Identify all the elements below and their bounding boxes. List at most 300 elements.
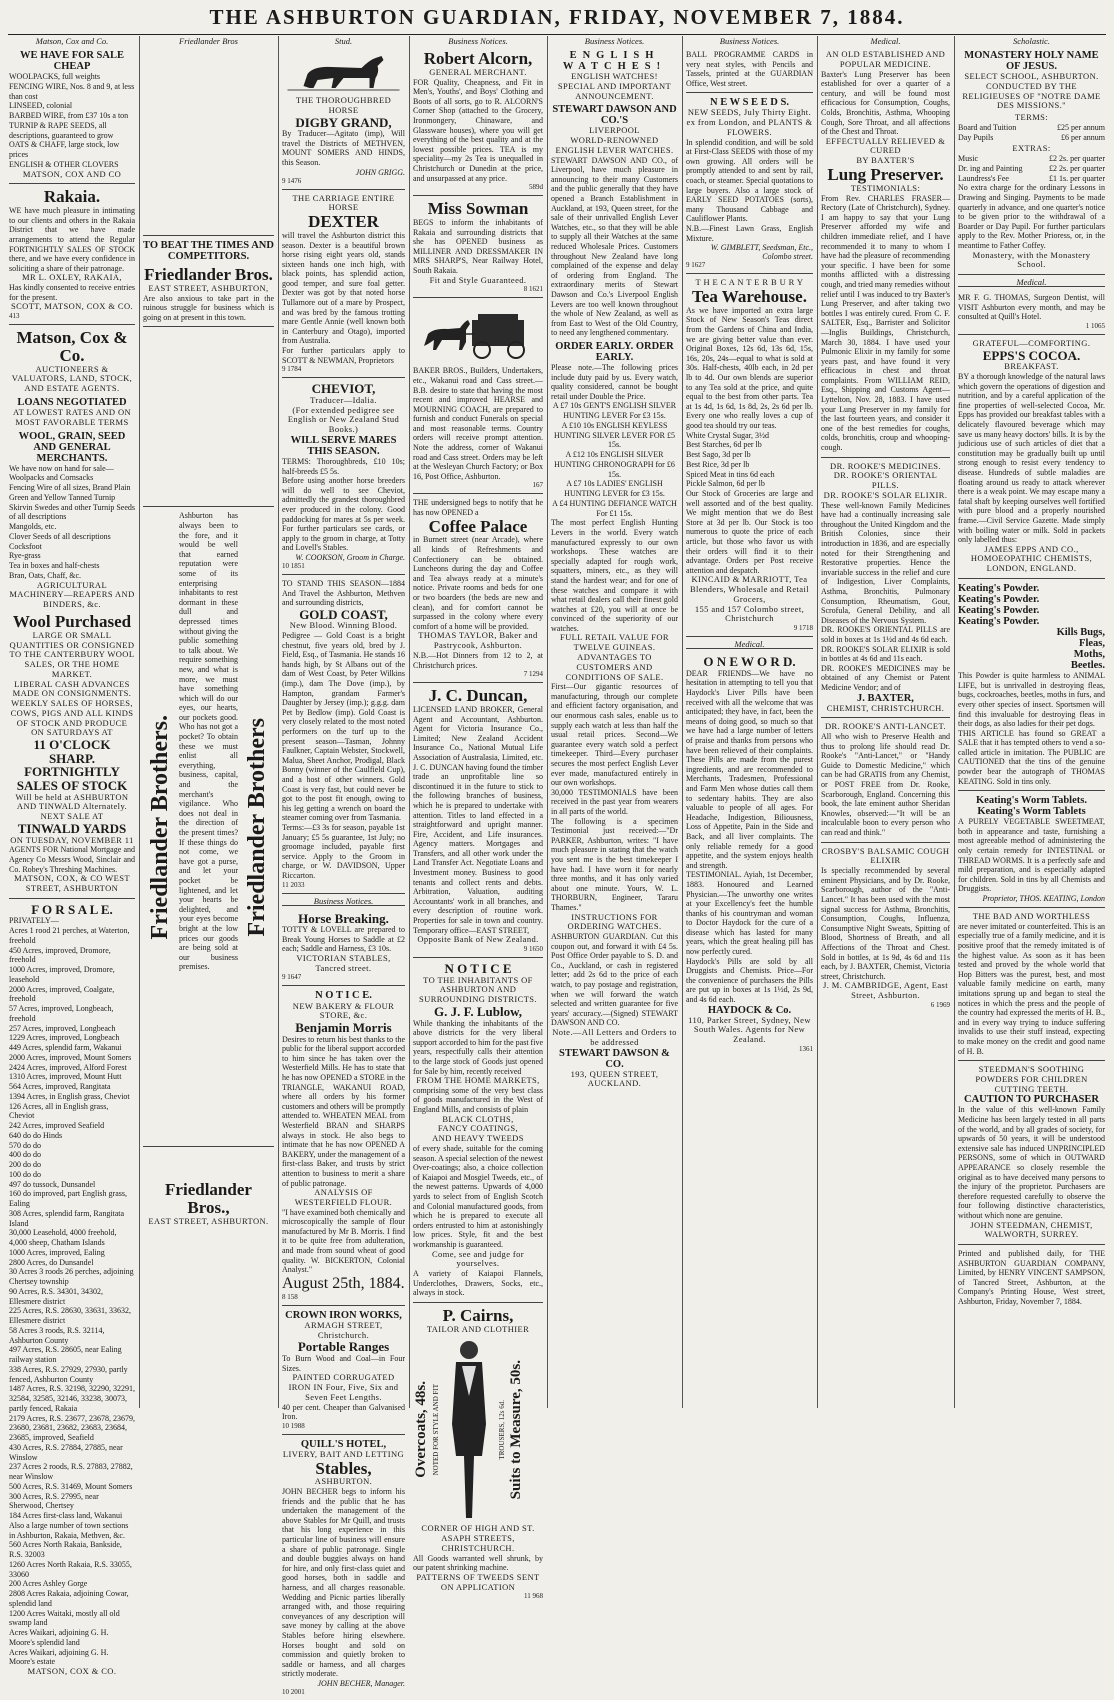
list-item: 2000 Acres, improved, Mount Somers [9, 1052, 132, 1062]
ad-heading: Beetles. [1070, 660, 1105, 672]
vertical-title: Overcoats, 48s. [413, 1381, 429, 1478]
ad-heading: Kills Bugs, [1056, 627, 1105, 639]
ad-heading: WILL SERVE MARES THIS SEASON. [290, 434, 397, 457]
ad-heading: Keating's Powder. [958, 616, 1040, 628]
ad-heading: TO BEAT THE TIMES AND COMPETITORS. [143, 240, 274, 263]
ad-signature: W. COOKSON, Groom in Charge. [295, 552, 405, 562]
list-item: 449 Acres, splendid farm, Wakanui [9, 1043, 122, 1053]
ad-body: STEWART DAWSON AND CO., of Liverpool, have much pleasure in announcing to their many Customers and the public generally that they have opened a Branch Establishment in Auckland, at 193, Queen street, for the sale of their unrivalled English Lever Watches, etc., so that they will be able to supply all their Watches at the same reduced Wholesale Prices. Customers throughout New Zealand have long complained of the expense and delay of ordering from England. The extraordinary merits of Stewart Dawson and Co.'s Liverpool English Levers are too well known throughout the whole of New Zealand, as well as from East to West of the Old Country, to need any lengthened commentary. [551, 155, 678, 338]
ad-subheading: THE THOROUGHBRED HORSE [295, 95, 392, 115]
ad-subheading: SPECIAL AND IMPORTANT ANNOUNCEMENT. [557, 80, 672, 101]
ad-subheading: CONDUCTED BY THE RELIGIEUSES OF "NOTRE DAME DES MISSIONS." [962, 80, 1101, 111]
for-sale-ad [9, 899, 135, 1681]
ad-body: comprising some of the very best class of goods manufactured in the West of England Mills, and consists of plain [413, 1085, 543, 1115]
ad-heading: Lung Preserver. [827, 164, 944, 184]
ad-heading: Portable Ranges [297, 1339, 390, 1355]
ad-heading: Fleas, [1079, 638, 1105, 650]
ad-body: A variety of Kaiapoi Flannels, Underclothes, Drawers, Socks, etc., always in stock. [413, 1269, 543, 1298]
ad-body: ASHBURTON GUARDIAN. Cut this coupon out, and forward it with £4 5s. Post Office Order payable to S. D. and Co., Auckland, or cash in registered letter; add 2s 6d to the price of each watch, to pay postage and registration, when we will forward the watch selected and written guarantee for five years' accuracy.—(Signed) STEWART DAWSON AND CO. [551, 932, 678, 1028]
ad-body: LICENSED LAND BROKER, General Agent and Accountant, Ashburton. Agent for Victoria Insurance Co., Limited; New Zealand Accident Insurance Co., National Mutual Life Association of Australasia, Limited, etc. J. C. DUNCAN having found the timber trade an unprofitable line so discontinued it in the future to stick to the following branches of business, which he is prepared to undertake with attention. Titles to land effected in a straightforward and upright manner. Fire, Accident, and Life insurances. Agency matters. Mortgages and Transfers, and all other work under the Land Transfer Act. Negotiate Loans and Investment money. Business to good tenants and collect rents and debts. Arbitration, Valuation, auditing Accountants' work in all branches, and every description of routine work. Properties for sale in town and country. Temporary office—EAST STREET, [413, 704, 543, 935]
crown-iron-ad [282, 1306, 405, 1435]
cairns-ad [413, 1303, 543, 1605]
terms-value: £6 per annum [1061, 132, 1105, 142]
ad-body: In the value of this well-known Family Medicine has been largely tested in all parts of the world, and by all grades of society, for upwards of 50 years, it will be understood extensive sale has induced UNPRINCIPLED PERSONS, some of which in OUTWARD APPEARANCE so closely resemble the original as to have deceived many persons to the injury of the proprietor. Purchasers are therefore requested carefully to observe the four following distinctive characteristics, without which none are genuine. [958, 1105, 1105, 1220]
ad-heading: MONASTERY HOLY NAME OF JESUS. [964, 50, 1099, 73]
ad-body: TO STAND THIS SEASON—1884 And Travel the Ashburton, Methven and surrounding districts, [282, 578, 405, 608]
ad-signature: JOHN BECHER, Manager. [317, 1678, 405, 1688]
ad-signature: THOMAS TAYLOR, Baker and Pastrycook, Ashburton. [418, 630, 538, 651]
vertical-banner [240, 511, 274, 1142]
ad-body: BY a thorough knowledge of the natural laws which govern the operations of digestion and nutrition, and by a careful application of the fine properties of well-selected Cocoa, Mr. Epps has provided our breakfast tables with a delicately flavoured beverage which may save us many heavy doctors' bills. It is by the judicious use of such articles of diet that a constitution may be gradually built up until strong enough to resist every tendency to disease. Hundreds of subtle maladies are floating around us ready to attack wherever there is a weak point. We may escape many a fatal shaft by keeping ourselves well fortified with pure blood and a properly nourished frame.—Civil Service Gazette. Made simply with boiling water or milk. Sold in packets only labelled thus: [958, 372, 1105, 545]
ad-subheading: BLACK CLOTHS, [442, 1113, 514, 1124]
friedlander-empty [143, 46, 274, 236]
list-item: 225 Acres, R.S. 28630, 33631, 33632, Ellesmere district [9, 1306, 131, 1326]
ad-subheading: NEW BAKERY & FLOUR STORE, &c. [292, 1000, 395, 1021]
ad-subheading: WEEKLY SALES OF HORSES, COWS, PIGS AND ALL KINDS OF STOCK AND PRODUCE ON SATURDAYS AT [10, 698, 134, 738]
ad-body: In splendid condition, and will be sold at First-Class SEEDS with those of my own growing. All orders will be promptly attended to and sent by rail, coach, or steamer. Special quotations to large buyers. Also a large stock of EARLY SEED POTATOES (sorts), many Thousand Cabbage and Cauliflower Plants. [686, 137, 813, 224]
ad-heading: ORDER EARLY. ORDER EARLY. [555, 340, 674, 363]
ad-reference: 1361 [799, 1044, 813, 1053]
agent-name: MR L. OXLEY, RAKAIA, [22, 272, 122, 283]
list-item: 1260 Acres North Rakaia, R.S. 33055, 33060 [9, 1559, 132, 1579]
list-item: 2800 Acres, do Dunsandel [9, 1257, 94, 1267]
list-item: Clover Seeds of all descriptions [9, 531, 111, 541]
ad-body: Our Stock of Groceries are large and well assorted and of the best quality. We might mention that we do Best Store at 3d per lb. Our Stock is too numerous to quote the price of each article, but those who favor us with their orders will find it to their advantage. Orders per Post receive attention and despatch. [686, 489, 813, 575]
terms-value: £25 per annum [1057, 122, 1105, 132]
ad-signature: MATSON, COX & CO. [27, 1666, 117, 1677]
ad-body: TERMS: Thoroughbreds, £10 10s; half-breeds £5 5s. [282, 456, 405, 476]
ad-body: For further particulars apply to SCOTT & NEWMAN, Proprietors [282, 346, 405, 365]
ad-subheading: NEW SEEDS, July Thirty Eight. ex from London, and PLANTS & FLOWERS. [686, 107, 813, 137]
list-item: 1229 Acres, improved, Longbeach [9, 1033, 120, 1043]
masthead [0, 4, 1114, 34]
ad-body: DR. ROOKE'S SOLAR ELIXIR is sold in bottles at 4s 6d and 11s each. [821, 644, 950, 664]
ad-subheading: Fit and Style Guaranteed. [429, 274, 527, 285]
list-item: Spiced Meat in tins 6d each [686, 469, 775, 479]
list-item: 450 Acres, improved, Dromore, freehold [9, 945, 111, 965]
ad-subheading: 110, Parker Street, Sydney, New South Wales. Agents for New Zealand. [688, 1014, 811, 1045]
imprint [958, 1245, 1105, 1311]
column-head: Medical. [870, 36, 901, 46]
list-item: 237 Acres 2 roods, R.S. 27883, 27882, near Winslow [9, 1462, 133, 1482]
baker-bros-ad [413, 298, 543, 494]
ad-heading: DIGBY GRAND, [295, 114, 392, 130]
ad-heading: N E W S E E D S. [710, 97, 789, 109]
ad-subheading: (For extended pedigree see English or New Zealand Stud Books.) [287, 404, 400, 435]
ad-signature: MATSON, COX AND CO [22, 168, 122, 179]
friedlander-spacer [143, 327, 274, 507]
vertical-title: Friedlander Brothers [243, 717, 270, 937]
list-item: 57 Acres, improved, Longbeach, freehold [9, 1004, 114, 1023]
list-item: Tea in boxes and half-chests [9, 561, 100, 571]
list-item: 497 Acres, R.S. 28605, near Ealing railway station [9, 1345, 122, 1365]
watch-list [551, 401, 678, 518]
terms-list [958, 123, 1105, 143]
hop-bitters-ad [958, 908, 1105, 1061]
ad-reference: 10 1851 [282, 561, 305, 570]
terms-row [958, 133, 1105, 143]
ad-body: Haydock's Pills are sold by all Druggists and Chemists. Price—For the convenience of purchasers the Pills are put up in boxes at 1s 1½d, 2s 9d, and 4s 6d each. [686, 956, 813, 1005]
grocery-list [686, 431, 813, 490]
vertical-banner [143, 511, 177, 1142]
worm-tablets-ad [958, 791, 1105, 908]
list-item: 100 do do [9, 1169, 41, 1179]
ad-heading: 11 O'CLOCK SHARP. [33, 737, 111, 766]
list-item: 2179 Acres, R.S. 23677, 23678, 23679, 23680, 23681, 23682, 23683, 23684, 23685, improved, Seafield [9, 1413, 135, 1443]
ad-heading: EPPS'S COCOA. [982, 347, 1081, 363]
ad-body: Are also anxious to take part in the ruinous struggle for business which is going on at present in this town. [143, 293, 274, 322]
ad-body: As we have imported an extra large Stock of New Season's Teas direct from the Gardens of China and India, we are giving better value than ever. Original Boxes, 12s 6d, 13s 6d, 15s, 16s, 20s, 24s—equal to what is sold at 30s. Half-chests, 40lb each, in 2d per lb to 4d. Our own blends are superior to any Tea sold at the price, and quite equal to the best from other parts. Tea at 1s 4d, 1s 6d, 1s 8d, 2s, 2s 6d per lb. Every one who really loves a cup of good tea should try our teas. [686, 305, 813, 430]
ad-subheading: BY BAXTER'S [856, 155, 915, 166]
column-4 [409, 36, 546, 1601]
ad-body: will travel the Ashburton district this season. Dexter is a beautiful brown horse rising eight years old, stands sixteen hands one inch high, with black points, has splendid action, good temper, and sure foal getter. Dexter was got by that noted horse Tullamore out of a mare by Prospect, and was bred by the famous trotting mare Gentle Annie (well known both in Canterbury and Otago), imported from Australia. [282, 230, 405, 346]
ad-subheading: LARGE OR SMALL QUANTITIES OR CONSIGNED TO THE CANTERBURY WOOL SALES, OR THE HOME MARKET. [9, 629, 135, 679]
list-item: 400 do do [9, 1150, 41, 1160]
list-item: PRIVATELY— [9, 916, 59, 926]
ad-signature: JOHN STEEDMAN, CHEMIST, WALWORTH, SURREY. [970, 1219, 1093, 1240]
list-item: TURNIP & RAPE SEEDS, all descriptions, guaranteed to grow [9, 120, 114, 140]
list-item: 338 Acres, R.S. 27929, 27930, partly fenced, Ashburton County [9, 1364, 128, 1384]
ad-body: THIS ARTICLE has found so GREAT a SALE that it has tempted others to vend a so-called article in imitation. The PUBLIC are CAUTIONED that the tins of the genuine powder bear the autograph of THOMAS KEATING. Sold in tins only. [958, 728, 1105, 786]
ad-body: Terms:—£3 3s for season, payable 1st January; £5 5s guarantee, 1st July; no groomage included, payable first service. Apply to the Groom in charge, or W. DAVIDSON, Upper Riccarton. [282, 822, 405, 880]
list-item: 2424 Acres, improved, Alford Forest [9, 1062, 127, 1072]
ad-heading: N O T I C E [444, 960, 512, 976]
ad-subheading: FULL RETAIL VALUE FOR TWELVE GUINEAS. [559, 632, 669, 653]
ad-heading: Keating's Powder. [958, 605, 1040, 617]
matson-ad [9, 325, 135, 899]
column-head: Business Notices. [448, 36, 508, 46]
list-item: Acres Waikari, adjoining G. H. Moore's splendid land [9, 1628, 109, 1647]
list-item: Bran, Oats, Chaff, &c. [9, 570, 82, 580]
list-item: WOOLPACKS, full weights [9, 72, 101, 82]
ad-body: BAKER BROS., Builders, Undertakers, etc., Wakanui road and Cass street.—B.B. desire to state that having the most recent and improved HEARSE and MOURNING COACH, are prepared to furnish and conduct Funerals on special and most reasonable terms. Country orders will receive prompt attention. Note the address, corner of Wakanui road and Cass street. Orders may be left at the Wesleyan Church Factory; or Box 16, Post Office, Ashburton. [413, 366, 543, 481]
section-head: Business Notices. [282, 896, 405, 906]
ad-signature: W. GIMBLETT, Seedsman, Etc., Colombo street. [710, 243, 813, 262]
ad-body: DEAR FRIENDS—We have no hesitation in attempting to tell you that Haydock's Liver Pills have been received with all the welcome that was anticipated; they have, in fact, been the means of doing good, so much so that we have had a large number of letters of praise and thanks from persons who have been relieved of their complaints. These Pills are made from the purest ingredients, and are recommended to Merchants, Tradesmen, Professional and Farm Men whose duties call them to sedentary habits. They are also valuable to people of all ages. For Headache, Indigestion, Biliousness, Loss of Appetite, Pain in the Side and Back, and all liver complaints. The only reliable remedy for a good appetite, and the system enjoys health and strength. [686, 668, 813, 870]
coffee-palace-ad [413, 494, 543, 683]
terms-label: Board and Tuition [958, 122, 1017, 132]
ad-subheading: STEEDMAN'S SOOTHING POWDERS FOR CHILDREN CUTTING TEETH. [975, 1064, 1088, 1094]
extras-value: £2 2s. per quarter [1049, 163, 1105, 173]
ad-signature: Proprietor, THOS. KEATING, London [982, 894, 1105, 904]
ad-heading: Friedlander Bros., [165, 1180, 252, 1218]
list-item: Best Sago, 3d per lb [686, 450, 751, 460]
ad-heading: Keating's Powder. [958, 594, 1040, 606]
steedman-ad [958, 1061, 1105, 1245]
ad-body: THE undersigned begs to notify that he has now OPENED a [413, 498, 543, 518]
ad-body: All who wish to Preserve Health and thus to prolong life should read Dr. Rooke's "Anti-Lancet," or "Handy Guide to Domestic Medicine," which can be had GRATIS from any Chemist, or POST FREE from Dr. Rooke, Scarborough, England. Concerning this book, the late eminent author Sheridan Knowles, observed:—"It will be an incalculable boon to every person who can read and think." [821, 732, 950, 838]
ad-heading: P. Cairns, [442, 1305, 514, 1325]
list-item: Woolpacks and Cornsacks [9, 473, 94, 483]
ad-heading: Horse Breaking. [298, 910, 389, 926]
vertical-subtitle: TROUSERS, 12s 6d. [498, 1399, 506, 1460]
ad-subheading: TERMS: [1014, 112, 1049, 123]
column-head: Business Notices. [719, 36, 780, 46]
list-item: OATS & CHAFF, large stock, low prices [9, 140, 120, 160]
ad-subheading: Note.—All Letters and Orders to be addressed [552, 1027, 677, 1047]
ad-reference: 9 1784 [282, 365, 302, 374]
extras-label: Dr. ing and Painting [958, 163, 1023, 173]
ad-subheading: PAINTED CORRUGATED IRON IN Four, Five, Six and Seven Feet Lengths. [288, 1372, 399, 1402]
list-item: 1200 Acres Waitaki, mostly all old swamp land [9, 1608, 120, 1628]
ad-subheading: Will be held at ASHBURTON AND TINWALD Alternately. [15, 791, 129, 812]
ad-body: of every shade, suitable for the coming season. A special selection of the newest Over-coatings; also, a choice collection of Kaiapoi and Mosgiel Tweeds, etc., of the newest patterns. Upwards of 4,000 yards to select from of English Scotch and Colonial manufactured goods, from which he is prepared to execute all orders entrusted to him at astonishingly low prices. Style, fit and the best workmanship is guaranteed. [413, 1143, 543, 1249]
column-6 [682, 36, 816, 1408]
list-item: 90 Acres, R.S. 34301, 34302, Ellesmere district [9, 1286, 103, 1306]
ad-reference: 10 1988 [282, 1421, 305, 1430]
ad-heading: Stables, [315, 1458, 372, 1478]
ad-reference: 7 1294 [523, 670, 543, 679]
ad-subheading: CHEMIST, CHRISTCHURCH. [826, 702, 945, 713]
anti-lancet-ad [821, 718, 950, 842]
ad-reference: 413 [9, 312, 20, 321]
ad-body: Pedigree — Gold Coast is a bright chestnut, five years old, bred by J. Field, Esq., of Tasmania. He stands 16 hands high, by St Albans out of the dam of West Coast, by Peter Wilkins (imp.), dam The Dove (imp.), by Hampton, grandam Farmer's Daughter by Jersey (imp.); g.g.g. dam Pet by Bedlow (imp). Gold Coast is very closely related to the most noted performers on the turf up to the present season—Tasman, Johnny Faulkner, Captain Webster, Stockwell, Malua, Sheet Anchor, Prodigal, Black Bonny (winner of the Caulfield Cup), and a host of other winners. Gold Coast is very fast, but could never be got to the post fit enough, owing to his leg getting a wrench on board the steamer coming over from Tasmania. [282, 631, 405, 823]
list-item: Also a large number of town sections in Ashburton, Rakaia, Methven, &c. [9, 1520, 129, 1540]
ad-subheading: T H E C A N T E R B U R Y [695, 277, 804, 288]
list-item: Best Starches, 6d per lb [686, 440, 762, 450]
list-item: 564 Acres, improved, Rangitata [9, 1082, 111, 1092]
sowman-ad [413, 196, 543, 298]
list-item: White Crystal Sugar, 3½d [686, 430, 769, 440]
list-item: 1487 Acres, R.S. 32198, 32290, 32291, 32584, 32585, 32146, 33238, 30073, partly fenced, Rakaia [9, 1384, 135, 1413]
tea-warehouse-ad [686, 274, 813, 637]
ad-subheading: LIBERAL CASH ADVANCES MADE ON CONSIGNMENTS. [12, 678, 132, 699]
list-item: 300 Acres, R.S. 27995, near Sherwood, Chertsey [9, 1491, 99, 1511]
ad-subheading: DR. ROOKE'S SOLAR ELIXIR. [823, 489, 948, 500]
ad-body: Baxter's Lung Preserver has been established for over a quarter of a century, and will be found most efficacious for Consumption, Coughs, Colds, Bronchitis, Asthma, Whooping Cough, Sore Throat, and all affections of the Chest and Throat. [821, 69, 950, 137]
masthead-rule [8, 34, 1106, 35]
ad-heading: Rakaia. [43, 187, 101, 207]
ad-subheading: Traducer—Idalia. [310, 394, 377, 405]
ad-subheading: TO THE INHABITANTS OF ASHBURTON AND SURROUNDING DISTRICTS. [419, 974, 537, 1005]
ad-body: By Traducer—Agitato (imp), Will travel the Districts of METHVEN, MOUNT SOMERS AND HINDS, this Season. [282, 129, 405, 167]
ad-subheading: THE CARRIAGE ENTIRE HORSE [292, 192, 395, 213]
ad-reference: 10 2001 [282, 1687, 305, 1696]
ad-body: The following is a specimen Testimonial just received:—"Dr PARKER, Ashburton, writes: "I have much pleasure in stating that the watch you sent me is the best timekeeper I have had. I have worn it for nearly three months, and it has only varied about one minute. Yours, W. L. THORBURN, Engineer, Tararu Thames." [551, 816, 678, 912]
ad-subheading: BREAKFAST. [1004, 361, 1059, 372]
ad-body: A PURELY VEGETABLE SWEETMEAT, both in appearance and taste, furnishing a most agreeable method of administering the only certain remedy for INTESTINAL or THREAD WORMS. It is a perfectly safe and mild preparation, and is especially adapted for children. Sold in tins by all Chemists and Druggists. [958, 817, 1105, 894]
ad-heading: Friedlander Bros. [144, 265, 273, 285]
ad-heading: Wool Purchased [12, 611, 132, 631]
ad-heading: J. C. Duncan, [428, 686, 528, 706]
ad-body: TOTTY & LOVELL are prepared to Break Young Horses to Saddle at £2 each; Saddle and Harness, £3 10s. [282, 925, 405, 954]
list-item: 500 Acres, R.S. 31469, Mount Somers [9, 1481, 133, 1491]
ad-signature: MATSON, COX, & CO WEST STREET, ASHBURTON [14, 873, 130, 893]
ad-heading: G. J. F. Lublow, [433, 1003, 523, 1019]
list-item: Acres 1 rood 21 perches, at Waterton, freehold [9, 926, 130, 945]
ad-subheading: CORNER OF HIGH AND ST. ASAPH STREETS, CHRISTCHURCH. [421, 1523, 535, 1553]
ad-heading: CROWN IRON WORKS, [285, 1309, 402, 1321]
ad-subheading: EAST STREET, ASHBURTON. [148, 1216, 269, 1227]
list-item: A £7 10s LADIES' ENGLISH HUNTING LEVER for £3 15s. [564, 479, 665, 499]
list-item: A £12 10s ENGLISH SILVER HUNTING CHRONOGRAPH for £6 15s. [554, 450, 675, 479]
ad-signature: J. M. CAMBRIDGE, Agent, East Street, Ashburton. [822, 980, 948, 1001]
list-item: 570 do do [9, 1140, 41, 1150]
column-1 [6, 36, 138, 1677]
ad-subheading: Come, see and judge for yourselves. [431, 1248, 525, 1269]
ad-reference: 6 1969 [930, 1000, 950, 1009]
ad-subheading: SELECT SCHOOL, ASHBURTON. [964, 71, 1099, 82]
ad-subheading: 155 and 157 Colombo street, Christchurch [694, 603, 805, 624]
list-item: Mangolds, etc. [9, 522, 57, 532]
column-8 [954, 36, 1108, 1408]
column-head: Scholastic. [1012, 36, 1051, 46]
ad-subheading: LIVERY, BAIT AND LETTING [282, 1448, 405, 1459]
ad-reference: 589d [529, 183, 543, 192]
ad-heading: Keating's Worm Tablets. [976, 795, 1087, 807]
extras-list [958, 154, 1105, 183]
extras-label: Laundress's Fee [958, 173, 1009, 183]
horse-breaking-ad [282, 908, 405, 987]
list-item: 1000 Acres, improved, Dromore, leasehold [9, 965, 115, 984]
ad-subheading: FROM THE HOME MARKETS, [416, 1075, 540, 1086]
ad-signature: JAMES EPPS AND CO., HOMOEOPATHIC CHEMISTS, LONDON, ENGLAND. [970, 543, 1093, 574]
column-head: Matson, Cox and Co. [35, 36, 109, 46]
friedlander-vertical [143, 507, 274, 1147]
ad-heading: LOANS NEGOTIATED [17, 397, 127, 408]
ad-body: in Burnett street (near Arcade), where all kinds of Refreshments and Confectionery can be obtained. Luncheons during the day and Coffee and Tea always ready at a minute's notice. Private rooms and beds for one or two boarders (the beds are new and clean), and for comfort cannot be surpassed in the colony where every comfort of a home will be provided. [413, 535, 543, 631]
ad-heading: WOOL, GRAIN, SEED AND GENERAL MERCHANTS. [18, 430, 126, 464]
ad-heading: GOLD COAST, [299, 606, 388, 622]
crosby-ad [821, 843, 950, 1013]
ad-heading: O N E W O R D. [703, 654, 796, 670]
ad-heading: HAYDOCK & Co. [707, 1004, 792, 1016]
for-sale-list [9, 916, 135, 1667]
ad-body: "I have examined both chemically and microscopically the sample of flour manufactured by Mr B. Morris. I find it to be quite free from adulteration, and made from sound wheat of good quality. W. BICKERTON, Colonial Analyst." [282, 1207, 405, 1275]
vertical-subtitle: NOTED FOR STYLE AND FIT [432, 1383, 440, 1476]
list-item: Green and Yellow Tanned Turnip Skirvin Swedes and other Turnip Seeds of all descriptions [9, 492, 135, 522]
gold-coast-ad [282, 575, 405, 894]
ad-reference: 9 1476 [282, 176, 302, 185]
keating-powder-ad [958, 579, 1105, 791]
ad-reference: 9 1647 [282, 973, 302, 982]
list-item: A £10 10s ENGLISH KEYLESS HUNTING SILVER LEVER FOR £5 15s. [553, 420, 676, 450]
ad-heading: STEWART DAWSON AND CO.'S [552, 104, 677, 127]
printer-imprint: Printed and published daily, for THE ASHBURTON GUARDIAN COMPANY, Limited, by HENRY VINCENT SAMPSON, of Tancred Street, Ashburton, at the Company's Printing House, West street, Ashburton, Friday, November 7, 1884. [958, 1249, 1105, 1307]
ad-subheading: LIVERPOOL [589, 125, 640, 136]
ad-date: August 25th, 1884. [282, 1274, 405, 1292]
list-item: 2808 Acres Rakaia, adjoining Cowar, splendid land [9, 1589, 129, 1608]
list-item: Fencing Wire of all sizes, Brand Plain [9, 483, 131, 493]
list-item: 200 Acres Ashley Gorge [9, 1579, 88, 1589]
duncan-ad [413, 683, 543, 958]
list-item: 1394 Acres, in English grass, Cheviot [9, 1091, 130, 1101]
ad-signature: SCOTT, MATSON, COX & CO. [10, 301, 134, 312]
ad-heading: Coffee Palace [428, 516, 528, 536]
ad-body: 40 per cent. Cheaper than Galvanised Iron. [282, 1402, 405, 1422]
ad-subheading: AT LOWEST RATES AND ON MOST FAVORABLE TERMS [12, 407, 132, 427]
list-item: 58 Acres 3 roods, R.S. 32114, Ashburton County [9, 1325, 105, 1345]
column-2 [139, 36, 277, 1408]
ad-body: AGENTS FOR National Mortgage and Agency Co Messrs Wood, Sinclair and Co. Robey's Threshing Machines. [9, 845, 135, 874]
ad-reference: 9 1718 [793, 624, 813, 633]
ad-reference: 8 158 [282, 1292, 298, 1301]
ad-subheading: GENERAL MERCHANT. [429, 66, 527, 77]
ad-subheading: Opposite Bank of New Zealand. [417, 934, 539, 945]
ad-body: All Goods warranted well shrunk, by our patent shrinking machine. [413, 1553, 543, 1573]
ad-subheading: AN OLD ESTABLISHED AND POPULAR MEDICINE. [825, 49, 946, 69]
horse-illustration [282, 50, 405, 96]
ad-subheading: WORLD-RENOWNED ENGLISH LEVER WATCHES. [555, 135, 674, 155]
column-7 [817, 36, 953, 1408]
ad-body: Desires to return his best thanks to the public for the liberal support accorded to him since he has taken over the Westerfield Mills. He has to state that he has now OPENED a STORE in the TRIANGLE, WAKANUI ROAD, where all orders by his former customers and others will be promptly attended to. WHEATEN MEAL from Westerfield BRAN and SHARPS always in stock. He also begs to intimate that he has now OPENED A BAKERY, under the management of a first-class Baker, and trusts by strict attention to business to merit a share of public patronage. [282, 1034, 405, 1188]
ad-heading: Keating's Powder. [958, 583, 1040, 594]
dentist-ad [958, 289, 1105, 335]
list-item: 1310 Acres, improved, Mount Hutt [9, 1072, 122, 1082]
ad-subheading: VICTORIAN STABLES, Tancred street. [296, 952, 391, 973]
terms-label: Day Pupils [958, 132, 994, 142]
ad-subheading: AND HEAVY TWEEDS [432, 1133, 524, 1144]
ad-heading: CHEVIOT, [311, 381, 376, 397]
ad-body: These well-known Family Medicines have had a continually increasing sale throughout the United Kingdom and the British Colonies, since their introduction in 1836, and are especially noted for their Strengthening and Restorative properties. Hence the invariable success in the relief and cure of Indigestion, Liver Complaints, Asthma, Bronchitis, Pulmonary Consumption, Rheumatism, Gout, Scrofula, General Debility, and all Diseases of the Nervous System. [821, 500, 950, 625]
ad-heading: FORTNIGHTLY SALES OF STOCK [16, 764, 128, 794]
list-item: 2000 Acres, improved, Coalgate, freehold [9, 984, 115, 1004]
digby-ad [282, 46, 405, 190]
ad-body: DR. ROOKE'S ORIENTAL PILLS are sold in boxes at 1s 1½d and 4s 6d each. [821, 625, 950, 644]
goods-list [9, 72, 135, 170]
ball-programme-ad [686, 46, 813, 93]
ad-reference: 11 968 [524, 1592, 543, 1601]
ad-body: Before using another horse breeders will do well to see Cheviot, admittedly the grandest thoroughbred ever produced in the colony. Good paddocking for mares at 5s per week. For further particulars see cards, or apply to the groom in charge, at Totty and Lovell's Stables. [282, 476, 405, 553]
ad-heading: Miss Sowman [427, 199, 529, 219]
ad-subheading: New Blood. Winning Blood. [289, 620, 398, 631]
list-item: Rye-grass [9, 551, 41, 561]
ad-body: are never imitated or counterfeited. This is an especially true of a family medicine, and it is positive proof that the remedy imitated is of the highest value. As soon as it has been tested and proved by the whole world that Hop Bitters was the purest, best, and most valuable family medicine on earth, many imitations sprung up and began to steal the notices in which the press and the people of the country had expressed the merits of H. B., and in every way trying to induce suffering invalids to use their stuff instead, expecting to make money on the credit and good name of H. B. [958, 921, 1105, 1056]
ad-heading: Keating's Worm Tablets [977, 806, 1086, 818]
ad-body: FOR Quality, Cheapness, and Fit in Men's, Youths', and Boys' Clothing and Boots of all sorts, go to R. ALCORN'S Corner Shop (attached to the Grocery, Ironmongery, Chinaware, and Glassware houses), where you will get everything of the best quality and at the lowest possible prices. TEA is my speciality—my 2s Tea is unequalled in Christchurch or Dunedin at the price, and unsurpassed at any price. [413, 77, 543, 183]
ad-body: From Rev. CHARLES FRASER—Rectory (Late of Christchurch), Sydney. I am happy to say that your Lung Preserver afforded my wife and children immediate relief, and I have recommended it to many to whom I have had the pleasure of recommending your specific. I have been for some months afflicted with a distressing cough, and tried many remedies without relief until I was induced to try Baxter's Lung Preserver, and after taking two bottles I was entirely cured. From C. F. SALTER, Esq., Barrister and Solicitor—Inglis Buildings, Christchurch, March 30, 1884. I have used your Pulmonic Elixir in my family for some years past, and have found it very efficacious in chest and throat complaints. From WILLIAM REID, Esq., Shipping and Customs Agent—Lyttelton, Nov. 28, 1883. I have used your Lung Preserver in my family for the last fourteen years, and consider it one of the best remedies for coughs, colds, bronchitis, croup and whooping-cough. [821, 193, 950, 453]
epps-cocoa-ad [958, 335, 1105, 579]
ad-subheading: DR. ROOKE'S MEDICINES. [830, 460, 941, 471]
ad-body: 30,000 TESTIMONIALS have been received in the past year from wearers in all parts of the world. [551, 787, 678, 817]
ad-heading: QUILL'S HOTEL, [300, 1438, 387, 1450]
list-item: 257 Acres, improved, Longbeach [9, 1023, 116, 1033]
ad-subheading: ON TUESDAY, NOVEMBER 11 [10, 834, 134, 845]
ad-heading: Tea Warehouse. [692, 286, 807, 306]
ad-subheading: DR. ROOKE'S ORIENTAL PILLS. [833, 470, 938, 491]
list-item: 160 do improved, part English grass, Ealing [9, 1189, 127, 1209]
ad-subheading: ARMAGH STREET, Christchurch. [304, 1319, 383, 1340]
ad-body: No extra charge for the ordinary Lessons in Drawing and Singing. Payments to be made quarterly in advance, and one quarter's notice to be given prior to the withdrawal of a Boarder or Day Pupil. For further particulars apply to the Rev. Mother Prioress, or, in the meantime to Father Coffey. [958, 183, 1105, 250]
ad-signature: Monastery, with the Monastery School. [972, 249, 1091, 270]
ad-reference: 9 1627 [686, 261, 706, 270]
ad-body: BALL PROGRAMME CARDS in very neat styles, with Pencils and Tassels, printed at the GUARDIAN Office, West street. [686, 50, 813, 88]
ad-subheading: INSTRUCTIONS FOR ORDERING WATCHES. [567, 911, 662, 932]
list-item: 184 Acres first-class land, Wakanui [9, 1511, 123, 1521]
lublow-ad [413, 958, 543, 1303]
friedlander-footer [143, 1147, 274, 1230]
ad-subheading: 193, QUEEN STREET, AUCKLAND. [570, 1068, 659, 1089]
ad-subheading: TAILOR AND CLOTHIER [426, 1323, 530, 1334]
ad-body: TESTIMONIAL. Ayiah, 1st December, 1883. Honoured and Learned Physician.—The unworthy one writes at your Excellency's feet the humble thanks of his countryman and woman to Doctor Haydock for the cure of a disease which has lasted for many years, which the great healing pill has now perfectly cured. [686, 870, 813, 957]
list-item: ENGLISH & OTHER CLOVERS [9, 159, 119, 169]
list-item: 560 Acres North Rakaia, Bankside, R.S. 32003 [9, 1540, 122, 1560]
quill-hotel-ad [282, 1435, 405, 1700]
ad-reference: 167 [532, 481, 543, 490]
terms-row [958, 123, 1105, 133]
column-head: Stud. [334, 36, 353, 46]
dexter-ad [282, 190, 405, 379]
list-item: 640 do do Hinds [9, 1130, 63, 1140]
ad-heading: STEWART DAWSON & CO. [559, 1047, 670, 1070]
alcorn-ad [413, 46, 543, 196]
ad-body: While thanking the inhabitants of the above districts for the very liberal support accorded to him for the past five years, respectfully calls their attention to the large stock of Goods just opened for Sale by him, recently received [413, 1018, 543, 1076]
extras-value: £1 1s. per quarter [1049, 173, 1105, 183]
list-item: A £7 10s GENT'S ENGLISH SILVER HUNTING LEVER For £3 15s. [552, 401, 677, 421]
rakaia-ad [9, 184, 135, 325]
ad-body: N.B.—Finest Lawn Grass, English Mixture. [686, 224, 813, 243]
stewart-dawson-ad [551, 46, 678, 1093]
